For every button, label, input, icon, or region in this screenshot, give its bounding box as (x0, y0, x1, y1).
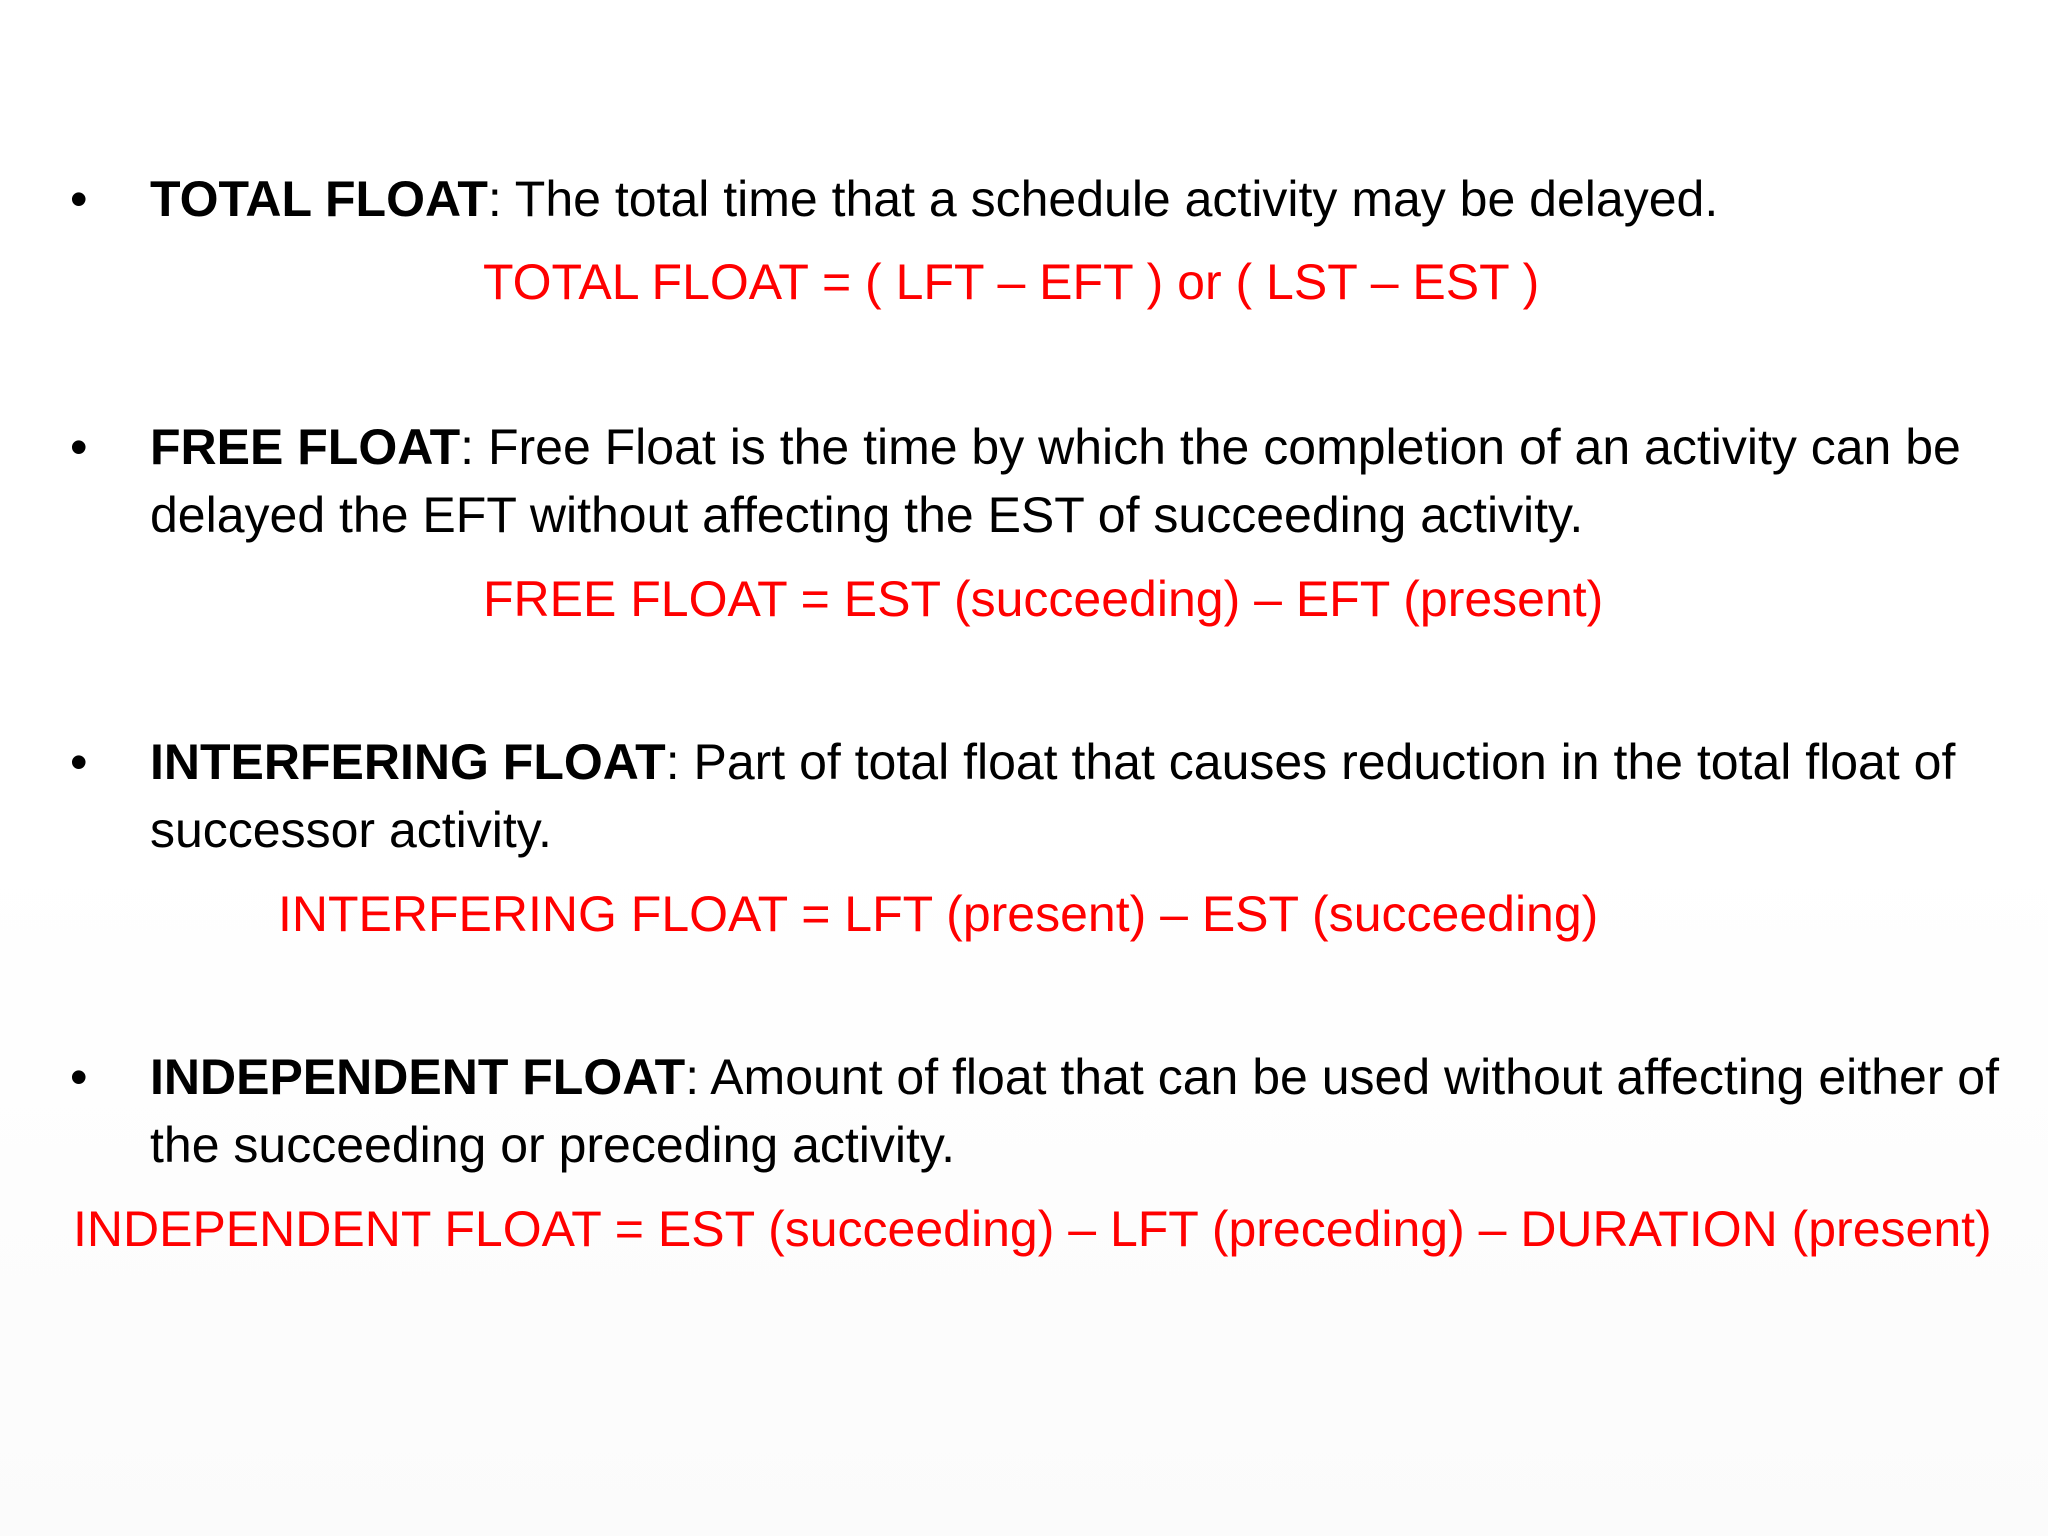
total-float-definition (150, 165, 2000, 233)
definition-text: : The total time that a schedule activity may be delayed. (487, 171, 1719, 227)
bullet: • (70, 419, 88, 475)
independent-float-definition (150, 1043, 2000, 1179)
definition-text: : Free Float is the time by which the completion of an activity can be delayed the EFT without affecting the EST of succeeding activity. (150, 419, 1961, 543)
total-float-formula: TOTAL FLOAT = ( LFT – EFT ) or ( LST – EST ) (483, 254, 1540, 310)
term: INTERFERING FLOAT (150, 734, 666, 790)
free-float-formula: FREE FLOAT = EST (succeeding) – EFT (present) (483, 571, 1604, 627)
free-float-definition (150, 413, 2000, 549)
interfering-float-formula: INTERFERING FLOAT = LFT (present) – EST (succeeding) (278, 886, 1599, 942)
bullet: • (70, 171, 88, 227)
term: TOTAL FLOAT (150, 171, 488, 227)
bullet: • (70, 1049, 88, 1105)
bullet: • (70, 734, 88, 790)
independent-float-formula: INDEPENDENT FLOAT = EST (succeeding) – LFT (preceding) – DURATION (present) (73, 1201, 1992, 1257)
term: FREE FLOAT (150, 419, 461, 475)
term: INDEPENDENT FLOAT (150, 1049, 686, 1105)
interfering-float-definition (150, 728, 2000, 864)
definition-text: : Amount of float that can be used without affecting either of the succeeding or preceding activity. (150, 1049, 2000, 1173)
definition-text: : Part of total float that causes reduction in the total float of successor activity. (150, 734, 1956, 858)
